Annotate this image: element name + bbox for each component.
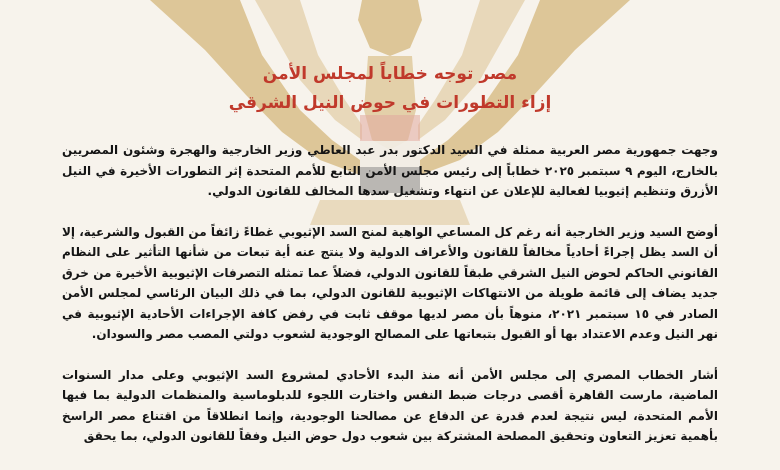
document-title: مصر توجه خطاباً لمجلس الأمن bbox=[262, 64, 518, 84]
paragraph-3: أشار الخطاب المصري إلى مجلس الأمن أنه منذ البدء الأحادي لمشروع السد الإثيوبي وعلى مدار السنوات الماضية، مارست القاهرة أقصى درجات ضبط النفس واختارت اللجوء للدبلوماسية والمنظمات الدولية بما فيها الأمم المتحدة، ليس نتيجة لعدم قدرة عن الدفاع عن مصالحنا الوجودية، وإنما انطلاقاً من اقتناع مصر الراسخ بأهمية تعزيز التعاون وتحقيق المصلحة المشتركة بين شعوب دول حوض النيل وفقاً للقانون الدولي، بما يحقق bbox=[62, 367, 718, 443]
document-body bbox=[62, 140, 718, 467]
document-subtitle: إزاء التطورات في حوض النيل الشرقي bbox=[228, 93, 552, 113]
paragraph-1: وجهت جمهورية مصر العربية ممثلة في السيد الدكتور بدر عبد العاطي وزير الخارجية والهجرة وشئون المصريين بالخارج، اليوم ٩ سبتمبر ٢٠٢٥ خطاباً إلى رئيس مجلس الأمن التابع للأمم المتحدة إثر التطورات الأخيرة في النيل الأزرق وتنظيم إثيوبيا لفعالية للإعلان عن انتهاء وتشغيل سدها المخالف للقانون الدولي. bbox=[62, 143, 718, 198]
paragraph-2: أوضح السيد وزير الخارجية أنه رغم كل المساعي الواهية لمنح السد الإثيوبي غطاءً زائفاً من القبول والشرعية، إلا أن السد يظل إجراءً أحادياً مخالفاً للقانون والأعراف الدولية ولا ينتج عنه أية تبعات من شأنها التأثير على النظام القانوني الحاكم لحوض النيل الشرقي طبقاً للقانون الدولي، فضلاً عما تمثله التصرفات الإثيوبية الأخيرة من خرق جديد يضاف إلى قائمة طويلة من الانتهاكات الإثيوبية للقانون الدولي، بما في ذلك البيان الرئاسي لمجلس الأمن الصادر في ١٥ سبتمبر ٢٠٢١، منوهاً بأن مصر لديها موقف ثابت في رفض كافة الإجراءات الأحادية الإثيوبية في نهر النيل وعدم الاعتداد بها أو القبول بتبعاتها على المصالح الوجودية لشعوب دولتي المصب مصر والسودان. bbox=[62, 224, 718, 341]
